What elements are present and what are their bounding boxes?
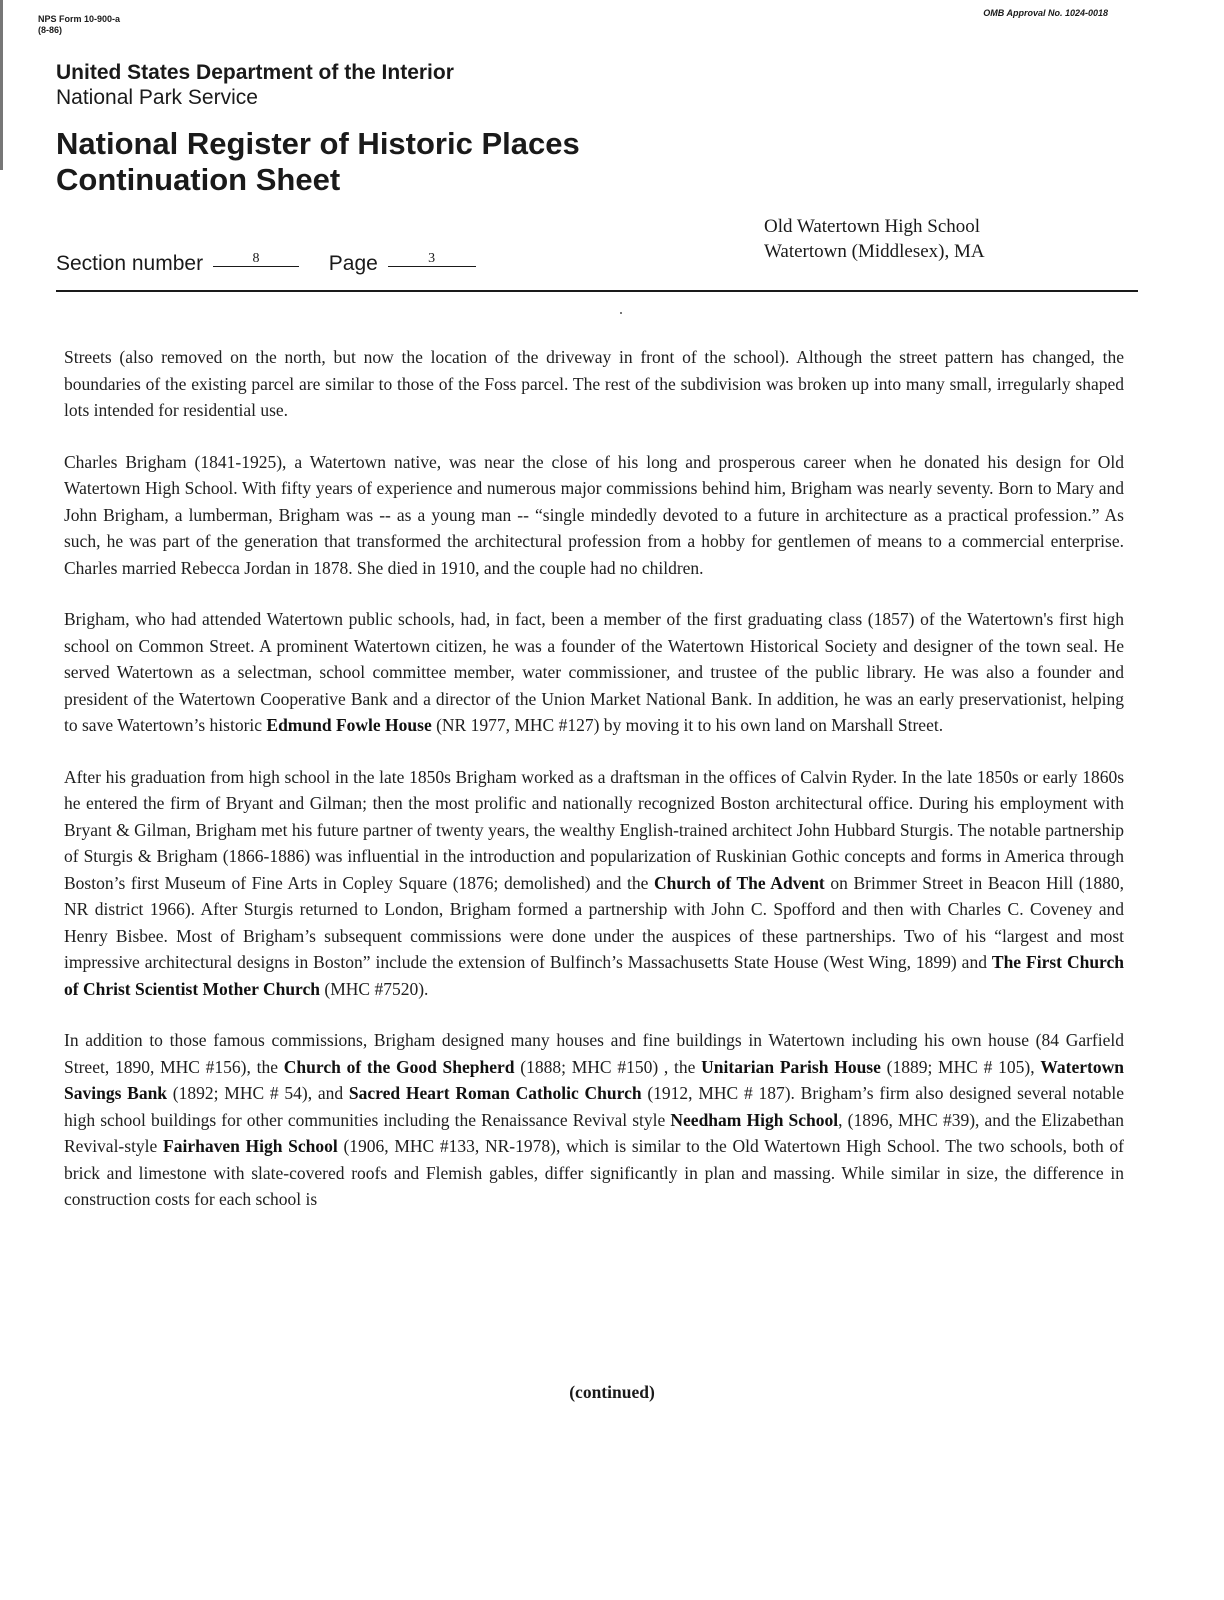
- paragraph-4-text-c: on Brimmer Street in Beacon Hill (1880, NR district 1966). After Sturgis returned to London, Brigham formed a partnership with John C. Spofford and then with Charles C. Coveney and Henry Bisbee. Most of Brigham’s subsequent commissions were done under the auspices of these partnerships. Two of his “largest and most impressive architectural designs in Boston” include the extension of Bulfinch’s Massachusetts State House (West Wing, 1899) and: [64, 872, 1124, 972]
- property-ref-needham-high-school: Needham High School: [670, 1109, 839, 1130]
- property-ref-unitarian-parish-house: Unitarian Parish House: [701, 1056, 881, 1077]
- form-date: (8-86): [38, 25, 63, 35]
- property-ref-watertown-savings-bank: Watertown Savings Bank: [64, 1056, 1124, 1103]
- property-identification: [764, 214, 985, 264]
- agency-heading: [56, 60, 454, 110]
- property-name: Old Watertown High School: [764, 216, 981, 237]
- section-label: Section number: [56, 252, 204, 275]
- property-ref-mother-church: The First Church of Christ Scientist Mother Church: [64, 952, 1124, 999]
- paragraph-5-text-a: In addition to those famous commissions, Brigham designed many houses and fine buildings in Watertown including his own house (84 Garfield Street, 1890, MHC #156), the: [64, 1030, 1124, 1077]
- paragraph-3-text-a: Brigham, who had attended Watertown public schools, had, in fact, been a member of the first graduating class (1857) of the Watertown's first high school on Common Street. A prominent Watertown citizen, he was a founder of the Watertown Historical Society and designer of the town seal. He served Watertown as a selectman, school committee member, water commissioner, and trustee of the public library. He was also a founder and president of the Watertown Cooperative Bank and a director of the Union Market National Bank. In addition, he was an early preservationist, helping to save Watertown’s historic: [64, 609, 1124, 735]
- paragraph-5-text-h: (1906, MHC #133, NR-1978), which is similar to the Old Watertown High School. The two schools, both of brick and limestone with slate-covered roofs and Flemish gables, differ significantly in plan and massing. While similar in size, the difference in construction costs for each school is: [64, 1136, 1125, 1209]
- paragraph-5-text-d: (1889; MHC # 105),: [880, 1056, 1041, 1077]
- sheet-title-line2: Continuation Sheet: [56, 162, 341, 197]
- paragraph-1: [64, 344, 1124, 424]
- paragraph-5-text-c: (1888; MHC #150) , the: [514, 1056, 702, 1077]
- property-ref-sacred-heart-church: Sacred Heart Roman Catholic Church: [348, 1083, 642, 1103]
- form-number: NPS Form 10-900-a: [38, 14, 121, 24]
- header-divider: [56, 290, 1138, 292]
- section-page-line: [56, 252, 476, 276]
- paragraph-4: [64, 764, 1124, 1003]
- paragraph-4-text-d: (MHC #7520).: [320, 978, 429, 999]
- property-ref-fairhaven-high-school: Fairhaven High School: [163, 1136, 338, 1156]
- sheet-title-line1: National Register of Historic Places: [56, 126, 580, 161]
- omb-approval-number: OMB Approval No. 1024-0018: [983, 8, 1108, 18]
- paragraph-2: [64, 449, 1124, 582]
- paragraph-5-text-e: (1892; MHC # 54), and: [167, 1083, 349, 1103]
- property-ref-good-shepherd: Church of the Good Shepherd: [283, 1056, 515, 1077]
- page-number-field: 3: [388, 252, 476, 267]
- form-identifier: [38, 14, 120, 36]
- sheet-title: [56, 126, 580, 198]
- paragraph-5-text-f: (1912, MHC # 187). Brigham’s firm also designed several notable high school buildings for other communities including the Renaissance Revival style: [64, 1083, 1125, 1130]
- continued-notice: (continued): [569, 1382, 655, 1402]
- section-number-field: 8: [213, 252, 299, 267]
- paragraph-1-text: Streets (also removed on the north, but now the location of the driveway in front of the school). Although the street pattern has changed, the boundaries of the existing parcel are similar to those of the Foss parcel. The rest of the subdivision was broken up into many small, irregularly shaped lots intended for residential use.: [64, 347, 1124, 420]
- property-location: Watertown (Middlesex), MA: [764, 241, 985, 262]
- paragraph-5-text-g: , (1896, MHC #39), and the Elizabethan Revival-style: [64, 1109, 1124, 1156]
- scan-speck: [620, 312, 622, 314]
- narrative-body: [64, 344, 1124, 1238]
- paragraph-4-text-a: After his graduation from high school in the late 1850s Brigham worked as a draftsman in the offices of Calvin Ryder. In the late 1850s or early 1860s he entered the firm of Bryant and Gilman; then the most prolific and nationally recognized Boston architectural office. During his employment with Bryant & Gilman, Brigham met his future partner of twenty years, the wealthy English-trained architect John Hubbard Sturgis. The notable partnership of Sturgis & Brigham (1866-1886) was influential in the introduction and popularization of Ruskinian Gothic concepts and forms in America through Boston’s first Museum of Fine Arts in Copley Square (1876; demolished) and the: [64, 766, 1124, 893]
- paragraph-2-text: Charles Brigham (1841-1925), a Watertown native, was near the close of his long and prosperous career when he donated his design for Old Watertown High School. With fifty years of experience and numerous major commissions behind him, Brigham was nearly seventy. Born to Mary and John Brigham, a lumberman, Brigham was -- as a young man -- “single mindedly devoted to a future in architecture as a practical profession.” As such, he was part of the generation that transformed the architectural profession from a hobby for gentlemen of means to a commercial enterprise. Charles married Rebecca Jordan in 1878. She died in 1910, and the couple had no children.: [64, 451, 1124, 578]
- page-label: Page: [328, 252, 378, 275]
- paragraph-3: [64, 606, 1124, 739]
- paragraph-3-text-c: (NR 1977, MHC #127) by moving it to his own land on Marshall Street.: [431, 715, 944, 735]
- department-name: United States Department of the Interior: [56, 61, 454, 84]
- paragraph-5: [64, 1027, 1124, 1213]
- property-ref-church-of-the-advent: Church of The Advent: [653, 872, 825, 893]
- agency-name: National Park Service: [56, 86, 258, 109]
- property-ref-edmund-fowle-house: Edmund Fowle House: [266, 715, 432, 735]
- scan-edge-mark: [0, 0, 3, 170]
